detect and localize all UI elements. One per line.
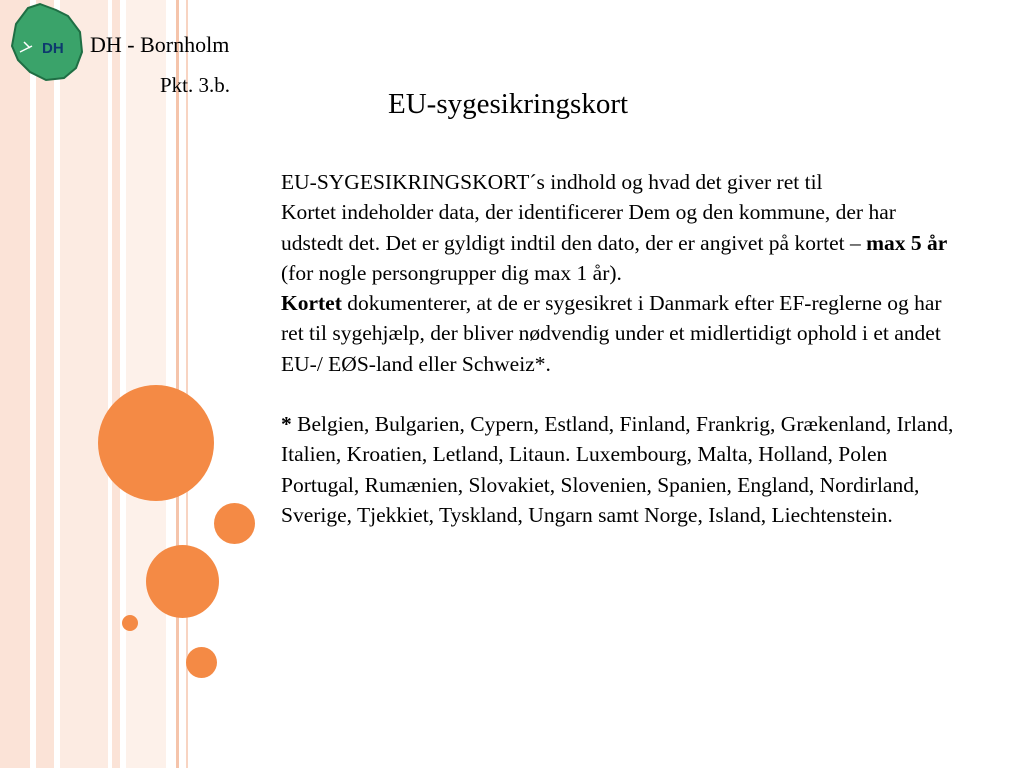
slide-title: EU-sygesikringskort [388,88,629,120]
footnote-text: Belgien, Bulgarien, Cypern, Estland, Finland, Frankrig, Grækenland, Irland, Italien, Kroatien, Letland, Litaun. Luxembourg, Malta, Holland, Polen Portugal, Rumænien, Slovakiet, Slovenien, Spanien, England, Nordirland, Sverige, Tjekkiet, Tyskland, Ungarn samt Norge, Island, Liechtenstein. [281,412,954,527]
body-paragraph-validity [281,197,961,288]
paragraph-text: (for nogle persongrupper dig max 1 år). [281,260,622,285]
decorative-circle [186,647,217,678]
footnote-country-list [281,409,961,530]
stripe [126,0,166,768]
stripe [60,0,108,768]
emphasis-text: Kortet [281,291,342,316]
paragraph-text: dokumenterer, at de er sygesikret i Danmark efter EF-reglerne og har ret til sygehjælp, der bliver nødvendig under et midlertidigt ophold i et andet EU-/ EØS-land eller Schweiz*. [281,291,942,376]
bornholm-logo [6,2,86,82]
logo-text: DH [42,40,64,57]
paragraph-text: Kortet indeholder data, der identificerer Dem og den kommune, der har udstedt det. Det er gyldigt indtil den dato, der er angivet på kortet – [281,200,896,255]
decorative-circle [122,615,138,631]
decorative-stripes [0,0,200,768]
decorative-circle [146,545,219,618]
spacer [281,379,961,409]
stripe [176,0,179,768]
emphasis-text: max 5 år [866,230,948,255]
body-heading: EU-SYGESIKRINGSKORT´s indhold og hvad det giver ret til [281,170,823,194]
section-label: Pkt. 3.b. [160,73,231,97]
stripe [112,0,120,768]
decorative-circle [98,385,214,501]
footnote-mark: * [281,412,292,437]
stripe [0,0,30,768]
slide-body [281,167,961,530]
stripe [36,0,54,768]
body-paragraph-coverage [281,288,961,379]
organization-label: DH - Bornholm [90,32,230,57]
decorative-circle [214,503,255,544]
